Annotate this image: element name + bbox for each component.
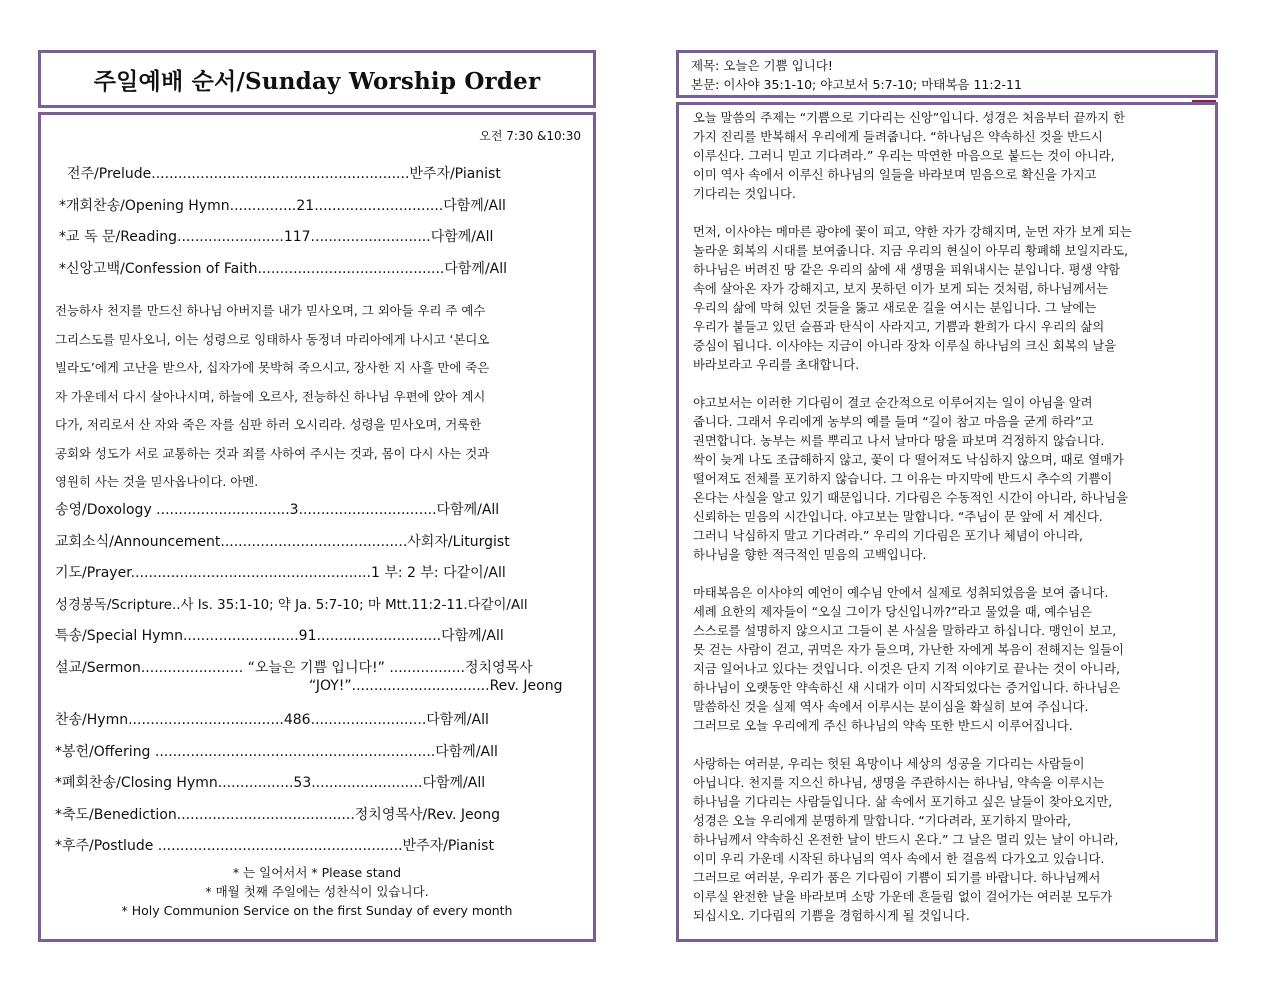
order-item-offering: *봉헌/Offering ...............................................................다함께/All — [55, 744, 498, 760]
sermon-line: 성경은 오늘 우리에게 분명하게 말합니다. “기다려라, 포기하지 말아라, — [693, 814, 1072, 828]
sermon-line: 싹이 늦게 나도 조급해하지 않고, 꽃이 다 떨어져도 낙심하지 않으며, 때로 열매가 — [693, 453, 1124, 467]
sermon-line: 먼저, 이사야는 메마른 광야에 꽃이 피고, 약한 자가 강해지며, 눈먼 자가 보게 되는 — [693, 225, 1132, 239]
order-item-benediction: *축도/Benediction........................................정치영목사/Rev. Jeong — [55, 807, 500, 823]
sermon-line: 이미 역사 속에서 이루신 하나님의 일들을 바라보며 믿음으로 확신을 가지고 — [693, 168, 1097, 182]
bulletin-title: 주일예배 순서/Sunday Worship Order — [93, 67, 541, 95]
sermon-line: 하나님을 향한 적극적인 믿음의 고백입니다. — [693, 548, 927, 562]
sermon-line: 마태복음은 이사야의 예언이 예수님 안에서 실제로 성취되었음을 보여 줍니다. — [693, 586, 1109, 600]
creed-line: 영원히 사는 것을 믿사옵나이다. 아멘. — [55, 474, 259, 489]
sermon-line: 온다는 사실을 알고 있기 때문입니다. 기다림은 수동적인 시간이 아니라, 하나님을 — [693, 491, 1128, 505]
sermon-line: 바라보라고 우리를 초대합니다. — [693, 358, 860, 372]
order-item-hymn: 찬송/Hymn...................................486..........................다함께/All — [55, 712, 489, 728]
order-item-doxology: 송영/Doxology ..............................3...............................다함께/All — [55, 502, 500, 518]
sermon-line: 그러므로 오늘 우리에게 주신 하나님의 약속 또한 반드시 이루어집니다. — [693, 719, 1073, 733]
creed-line: 공회와 성도가 서로 교통하는 것과 죄를 사하여 주시는 것과, 몸이 다시 사는 것과 — [55, 445, 490, 461]
sermon-paragraph — [693, 109, 1201, 204]
note-line: * 매월 첫째 주일에는 성찬식이 있습니다. — [205, 884, 429, 899]
sermon-line: 하나님께서 약속하신 온전한 날이 반드시 온다.” 그 날은 멀리 있는 날이 아니라, — [693, 833, 1119, 847]
sermon-body-box — [676, 102, 1218, 942]
sermon-line: 지금 일어나고 있다는 것입니다. 이것은 단지 기적 이야기로 끝나는 것이 아니라, — [693, 662, 1121, 676]
order-item-special-hymn: 특송/Special Hymn..........................91............................다함께/All — [55, 628, 504, 644]
creed-line: 빌라도’에게 고난을 받으사, 십자가에 못박혀 죽으시고, 장사한 지 사흘 만에 죽은 — [55, 360, 490, 375]
sermon-line: 줍니다. 그래서 우리에게 농부의 예를 들며 “길이 참고 마음을 굳게 하라”고 — [693, 415, 1094, 429]
creed-line: 그리스도를 믿사오니, 이는 성령으로 잉태하사 동정녀 마리아에게 나시고 ‘본디오 — [55, 331, 490, 347]
sermon-line: 하나님은 버려진 땅 같은 우리의 삶에 새 생명을 피워내시는 분입니다. 평생 약함 — [693, 263, 1121, 277]
order-item-prelude: 전주/Prelude..........................................................반주자/Pianist — [67, 166, 501, 182]
sermon-line: 우리가 붙들고 있던 슬픔과 탄식이 사라지고, 기쁨과 환희가 다시 우리의 삶의 — [693, 320, 1105, 334]
sermon-paragraph — [693, 223, 1201, 375]
worship-order-box — [38, 112, 596, 942]
sermon-line: 세례 요한의 제자들이 “오실 그이가 당신입니까?”라고 물었을 때, 예수님은 — [693, 605, 1092, 619]
order-item-postlude: *후주/Postlude .......................................................반주자/Pianist — [55, 838, 494, 854]
sermon-line: 가지 진리를 반복해서 우리에게 들려줍니다. “하나님은 약속하신 것을 반드시 — [693, 130, 1103, 144]
note-line: * Holy Communion Service on the first Sunday of every month — [121, 903, 513, 918]
order-item-scripture: 성경봉독/Scripture..사 Is. 35:1-10; 약 Ja. 5:7-10; 마 Mtt.11:2-11.다같이/All — [55, 598, 528, 613]
sermon-line: 중심이 됩니다. 이사야는 지금이 아니라 장차 이루실 하나님의 크신 회복의 날을 — [693, 339, 1117, 353]
sermon-line: 야고보서는 이러한 기다림이 결코 순간적으로 이루어지는 일이 아님을 알려 — [693, 396, 1093, 410]
bulletin-title-box — [38, 50, 596, 108]
sermon-line: 그러니 낙심하지 말고 기다려라.” 우리의 기다림은 포기나 체념이 아니라, — [693, 529, 1083, 543]
sermon-line: 사랑하는 여러분, 우리는 헛된 욕망이나 세상의 성공을 기다리는 사람들이 — [693, 757, 1085, 771]
order-item-sermon-english: “JOY!”...............................Rev. Jeong — [309, 678, 563, 694]
service-time: 오전 7:30 &10:30 — [479, 129, 581, 143]
sermon-line: 신뢰하는 믿음의 시간입니다. 야고보는 말합니다. “주님이 문 앞에 서 계신다. — [693, 510, 1103, 524]
order-item-sermon: 설교/Sermon....................... “오늘은 기쁨 입니다!” .................정치영목사 — [55, 660, 533, 676]
order-item-closing-hymn: *폐회찬송/Closing Hymn.................53.........................다함께/All — [55, 775, 486, 791]
creed-line: 다가, 저리로서 산 자와 죽은 자를 심판 하러 오시리라. 성령을 믿사오며, 거룩한 — [55, 417, 482, 432]
note-line: * 는 일어서서 * Please stand — [232, 865, 402, 880]
sermon-line: 오늘 말씀의 주제는 “기쁨으로 기다리는 신앙”입니다. 성경은 처음부터 끝까지 한 — [693, 111, 1125, 125]
sermon-text-reference: 본문: 이사야 35:1-10; 야고보서 5:7-10; 마태복음 11:2-11 — [691, 77, 1022, 92]
order-item-opening-hymn: *개회찬송/Opening Hymn...............21.............................다함께/All — [59, 198, 506, 214]
sermon-line: 놀라운 회복의 시대를 보여줍니다. 지금 우리의 현실이 아무리 황폐해 보일지라도, — [693, 244, 1128, 258]
sermon-line: 권면합니다. 농부는 씨를 뿌리고 나서 날마다 땅을 파보며 걱정하지 않습니다. — [693, 434, 1105, 448]
sermon-line: 하나님이 오랫동안 약속하신 새 시대가 이미 시작되었다는 증거입니다. 하나님은 — [693, 681, 1121, 695]
sermon-paragraph — [693, 755, 1201, 926]
creed-line: 자 가운데서 다시 살아나시며, 하늘에 오르사, 전능하신 하나님 우편에 앉아 계시 — [55, 388, 486, 404]
sermon-line: 되십시오. 기다림의 기쁨을 경험하시게 될 것입니다. — [693, 909, 970, 923]
sermon-line: 스스로를 설명하지 않으시고 그들이 본 사실을 말하라고 하십니다. 맹인이 보고, — [693, 624, 1117, 638]
creed-line: 전능하사 천지를 만드신 하나님 아버지를 내가 믿사오며, 그 외아들 우리 주 예수 — [55, 303, 486, 318]
sermon-heading-box — [676, 50, 1218, 98]
sermon-line: 아닙니다. 천지를 지으신 하나님, 생명을 주관하시는 하나님, 약속을 이루시는 — [693, 776, 1105, 790]
sermon-line: 떨어져도 전체를 포기하지 않습니다. 그 이유는 마지막에 반드시 추수의 기쁨이 — [693, 472, 1113, 486]
sermon-paragraph — [693, 394, 1201, 565]
sermon-line: 이루신다. 그러니 믿고 기다려라.” 우리는 막연한 마음으로 붙드는 것이 아니라, — [693, 149, 1115, 163]
order-item-announcement: 교회소식/Announcement..........................................사회자/Liturgist — [55, 534, 510, 550]
sermon-line: 우리의 삶에 막혀 있던 것들을 뚫고 새로운 길을 여시는 분입니다. 그 날에는 — [693, 301, 1097, 315]
sermon-line: 하나님을 기다리는 사람들입니다. 삶 속에서 포기하고 싶은 날들이 찾아오지만, — [693, 795, 1113, 809]
apostles-creed — [55, 297, 577, 497]
bulletin-notes — [41, 863, 593, 920]
sermon-line: 이미 우리 가운데 시작된 하나님의 역사 속에서 한 걸음씩 다가오고 있습니다. — [693, 852, 1105, 866]
order-item-prayer: 기도/Prayer......................................................1 부: 2 부: 다같이/All — [55, 565, 506, 581]
sermon-line: 그러므로 여러분, 우리가 품은 기다림이 기쁨이 되기를 바랍니다. 하나님께서 — [693, 871, 1101, 885]
sermon-line: 기다리는 것입니다. — [693, 187, 796, 201]
order-item-confession: *신앙고백/Confession of Faith..........................................다함께/All — [59, 261, 508, 277]
sermon-line: 말씀하신 것을 실제 역사 속에서 이루시는 분이심을 확실히 보여 주십니다. — [693, 700, 1089, 714]
order-item-reading: *교 독 문/Reading........................117...........................다함께/All — [59, 229, 494, 245]
sermon-paragraph — [693, 584, 1201, 736]
sermon-line: 못 걷는 사람이 걷고, 귀먹은 자가 들으며, 가난한 자에게 복음이 전해지는 일들이 — [693, 643, 1124, 657]
sermon-title: 제목: 오늘은 기쁨 입니다! — [691, 58, 833, 73]
sermon-line: 이루실 완전한 날을 바라보며 소망 가운데 흔들림 없이 걸어가는 여러분 모두가 — [693, 890, 1113, 904]
sermon-line: 속에 살아온 자가 강해지고, 보지 못하던 이가 보게 되는 것처럼, 하나님께서는 — [693, 282, 1109, 296]
